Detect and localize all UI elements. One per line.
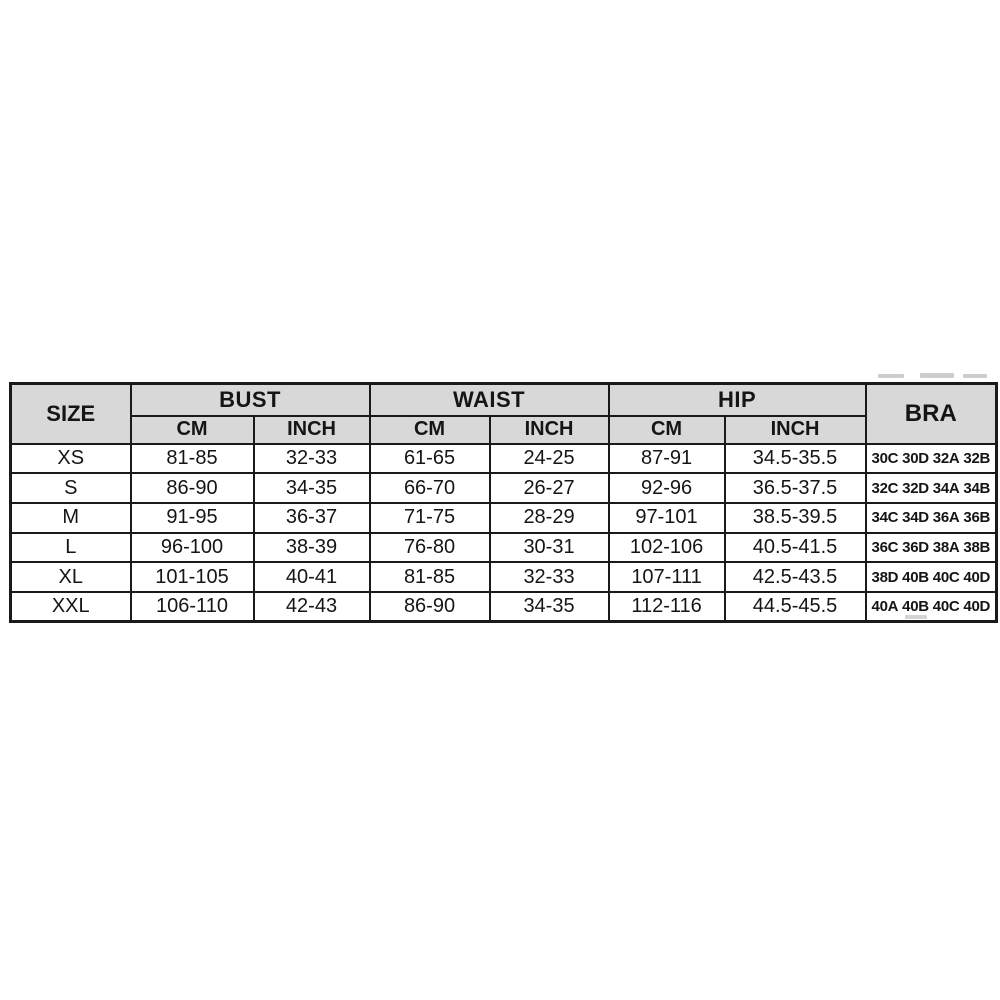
waist-inch-value: 28-29 [490, 503, 609, 533]
bra-size: 36C [871, 538, 899, 556]
table-row-m [11, 503, 997, 533]
bust-cm-value: 91-95 [131, 503, 254, 533]
bra-size: 34B [963, 479, 991, 497]
hip-inch-value: 34.5-35.5 [725, 444, 866, 474]
hip-cm-value: 97-101 [609, 503, 725, 533]
bra-size: 38D [871, 568, 899, 586]
waist-cm-value: 61-65 [370, 444, 490, 474]
waist-inch-value: 30-31 [490, 533, 609, 563]
table-row-s [11, 473, 997, 503]
column-header-size: SIZE [11, 384, 131, 444]
size-label: XXL [11, 592, 131, 622]
bra-values [866, 533, 997, 563]
bust-inch-value: 36-37 [254, 503, 370, 533]
bra-size: 36B [963, 509, 991, 527]
bra-size: 40B [902, 598, 929, 616]
bra-size: 38A [932, 538, 960, 556]
column-header-bra: BRA [866, 384, 997, 444]
bust-cm-value: 81-85 [131, 444, 254, 474]
size-label: M [11, 503, 131, 533]
hip-inch-value: 38.5-39.5 [725, 503, 866, 533]
bust-inch-value: 34-35 [254, 473, 370, 503]
table-row-l [11, 533, 997, 563]
column-header-bust: BUST [131, 384, 370, 416]
bust-cm-value: 86-90 [131, 473, 254, 503]
hip-cm-value: 107-111 [609, 562, 725, 592]
size-label: S [11, 473, 131, 503]
size-label: XS [11, 444, 131, 474]
bra-values [866, 473, 997, 503]
column-header-waist: WAIST [370, 384, 609, 416]
bra-size: 40D [963, 568, 991, 586]
table-row-xl [11, 562, 997, 592]
waist-cm-value: 76-80 [370, 533, 490, 563]
bra-values [866, 444, 997, 474]
bust-cm-value: 96-100 [131, 533, 254, 563]
hip-inch-value: 36.5-37.5 [725, 473, 866, 503]
bra-size: 34C [871, 509, 899, 527]
cropped-print-artifact [905, 615, 927, 619]
size-chart [9, 382, 998, 623]
bust-inch-value: 42-43 [254, 592, 370, 622]
table-row-xxl [11, 592, 997, 622]
table-row-xs [11, 444, 997, 474]
waist-cm-value: 86-90 [370, 592, 490, 622]
subheader-hip-inch: INCH [725, 416, 866, 444]
bra-size: 36A [932, 509, 960, 527]
bra-size: 32A [932, 449, 960, 467]
subheader-bust-cm: CM [131, 416, 254, 444]
hip-cm-value: 87-91 [609, 444, 725, 474]
waist-inch-value: 24-25 [490, 444, 609, 474]
hip-cm-value: 92-96 [609, 473, 725, 503]
header-unit-row [11, 416, 997, 444]
bra-size: 30C [871, 449, 899, 467]
column-header-hip: HIP [609, 384, 866, 416]
bra-values [866, 592, 997, 622]
bra-size: 40B [902, 568, 929, 586]
subheader-waist-inch: INCH [490, 416, 609, 444]
bra-size: 34A [932, 479, 960, 497]
bra-size: 32C [871, 479, 899, 497]
bra-size: 34D [902, 509, 929, 527]
bust-cm-value: 101-105 [131, 562, 254, 592]
cropped-print-artifact [920, 373, 954, 378]
bra-size: 40A [871, 598, 899, 616]
hip-inch-value: 40.5-41.5 [725, 533, 866, 563]
bust-inch-value: 40-41 [254, 562, 370, 592]
bust-inch-value: 38-39 [254, 533, 370, 563]
cropped-print-artifact [878, 374, 904, 378]
cropped-print-artifact [963, 374, 987, 378]
header-group-row [11, 384, 997, 416]
bra-size: 32D [902, 479, 929, 497]
bra-size: 38B [963, 538, 991, 556]
waist-inch-value: 26-27 [490, 473, 609, 503]
bust-inch-value: 32-33 [254, 444, 370, 474]
bra-size: 36D [902, 538, 929, 556]
size-chart-table [9, 382, 998, 623]
waist-inch-value: 32-33 [490, 562, 609, 592]
hip-cm-value: 102-106 [609, 533, 725, 563]
bra-size: 40D [963, 598, 991, 616]
bra-size: 40C [932, 568, 960, 586]
subheader-waist-cm: CM [370, 416, 490, 444]
hip-cm-value: 112-116 [609, 592, 725, 622]
bra-size: 30D [902, 449, 929, 467]
subheader-bust-inch: INCH [254, 416, 370, 444]
waist-cm-value: 66-70 [370, 473, 490, 503]
subheader-hip-cm: CM [609, 416, 725, 444]
waist-cm-value: 81-85 [370, 562, 490, 592]
bra-values [866, 503, 997, 533]
hip-inch-value: 44.5-45.5 [725, 592, 866, 622]
bra-size: 32B [963, 449, 991, 467]
bust-cm-value: 106-110 [131, 592, 254, 622]
waist-inch-value: 34-35 [490, 592, 609, 622]
bra-values [866, 562, 997, 592]
hip-inch-value: 42.5-43.5 [725, 562, 866, 592]
waist-cm-value: 71-75 [370, 503, 490, 533]
size-label: XL [11, 562, 131, 592]
size-label: L [11, 533, 131, 563]
bra-size: 40C [932, 598, 960, 616]
